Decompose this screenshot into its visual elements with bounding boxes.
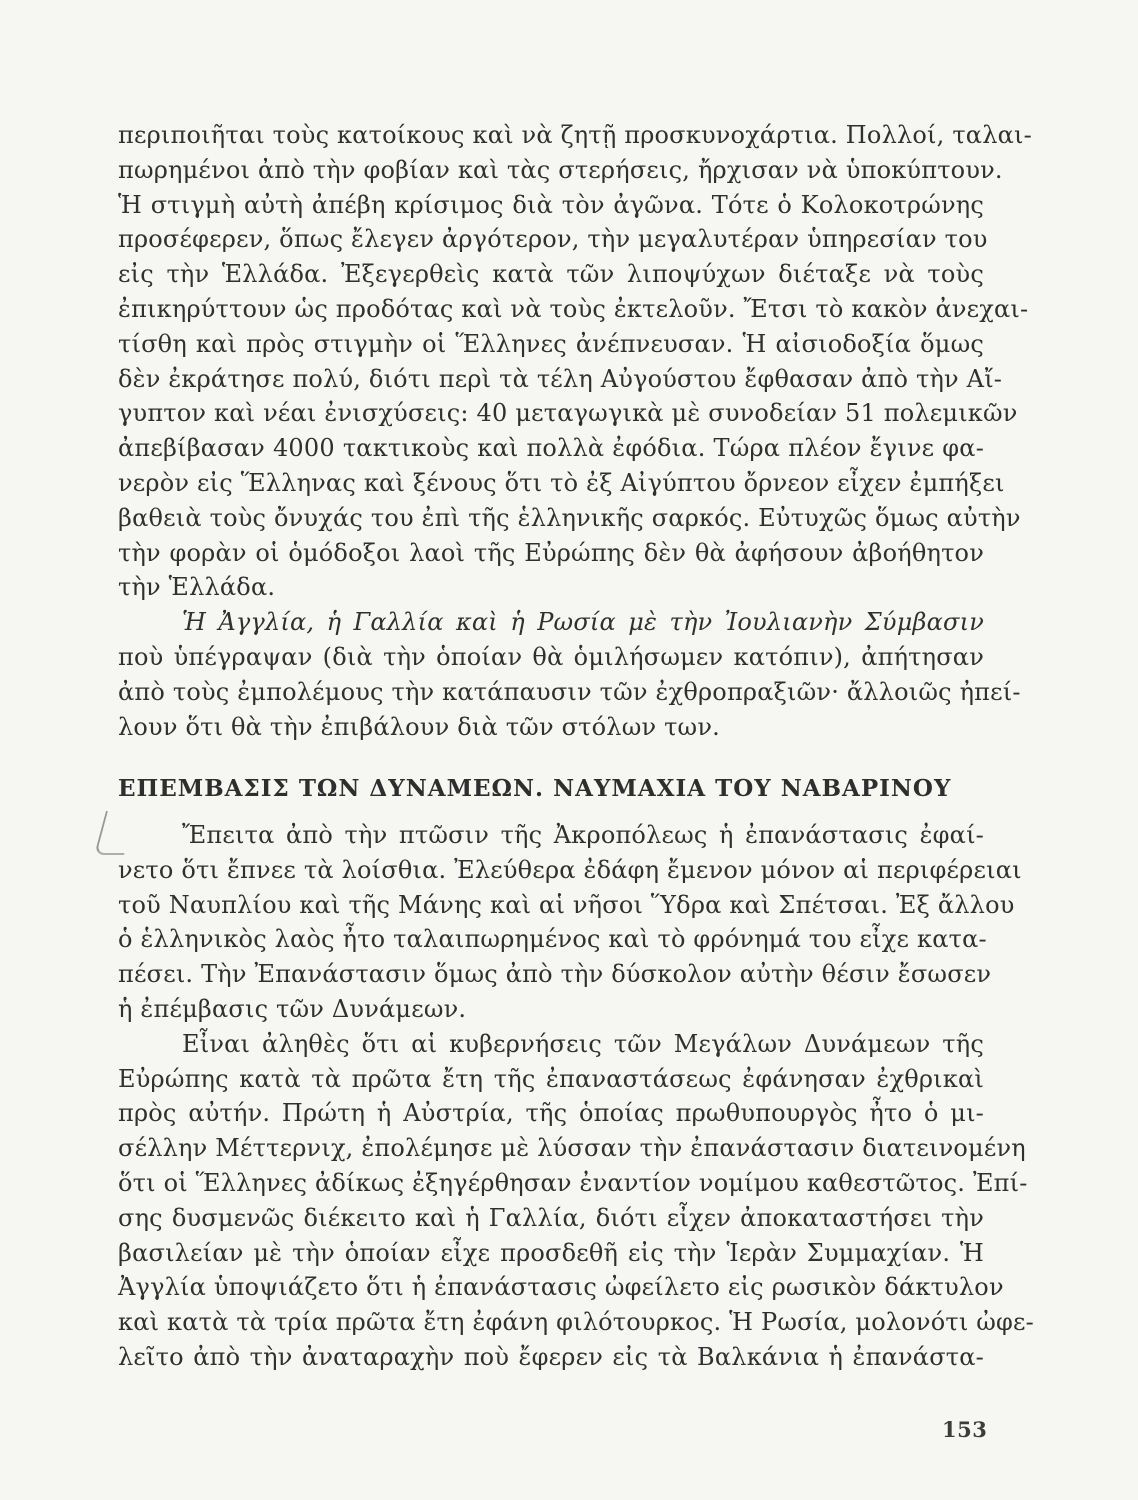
text-line: τὴν φορὰν οἱ ὁμόδοξοι λαοὶ τῆς Εὐρώπης δὲν θὰ ἀφήσουν ἀβοήθητον [118, 538, 984, 567]
text-line: δὲν ἐκράτησε πολύ, διότι περὶ τὰ τέλη Αὐγούστου ἔφθασαν ἀπὸ τὴν Αἴ- [118, 364, 1003, 393]
text-line: καὶ κατὰ τὰ τρία πρῶτα ἔτη ἐφάνη φιλότουρκος. Ἡ Ρωσία, μολονότι ὠφε- [118, 1308, 1034, 1337]
text-line: τὴν Ἑλλάδα. [118, 573, 276, 602]
text-line: ποὺ ὑπέγραψαν (διὰ τὴν ὁποίαν θὰ ὁμιλήσωμεν κατόπιν), ἀπήτησαν [118, 642, 984, 671]
text-line: πέσει. Τὴν Ἐπανάστασιν ὅμως ἀπὸ τὴν δύσκολον αὐτὴν θέσιν ἔσωσεν [118, 960, 992, 989]
text-line: λουν ὅτι θὰ τὴν ἐπιβάλουν διὰ τῶν στόλων των. [118, 712, 720, 741]
text-line: εἰς τὴν Ἑλλάδα. Ἐξεγερθεὶς κατὰ τῶν λιποψύχων διέταξε νὰ τοὺς [118, 260, 984, 289]
text-line: Εἶναι ἀληθὲς ὅτι αἱ κυβερνήσεις τῶν Μεγάλων Δυνάμεων τῆς [182, 1029, 984, 1058]
section-heading: ΕΠΕΜΒΑΣΙΣ ΤΩΝ ΔΥΝΑΜΕΩΝ. ΝΑΥΜΑΧΙΑ ΤΟΥ ΝΑΒΑΡΙΝΟΥ [118, 775, 952, 802]
text-line: Ἀγγλία ὑποψιάζετο ὅτι ἡ ἐπανάστασις ὠφείλετο εἰς ρωσικὸν δάκτυλον [118, 1273, 1004, 1302]
text-line: πωρημένοι ἀπὸ τὴν φοβίαν καὶ τὰς στερήσεις, ἤρχισαν νὰ ὑποκύπτουν. [118, 155, 1003, 184]
text-line: ἡ ἐπέμβασις τῶν Δυνάμεων. [118, 994, 467, 1023]
text-line: περιποιῆται τοὺς κατοίκους καὶ νὰ ζητῇ προσκυνοχάρτια. Πολλοί, ταλαι- [118, 121, 1032, 149]
text-line: προσέφερεν, ὅπως ἔλεγεν ἀργότερον, τὴν μεγαλυτέραν ὑπηρεσίαν του [118, 225, 988, 254]
text-line: βαθειὰ τοὺς ὄνυχάς του ἐπὶ τῆς ἑλληνικῆς σαρκός. Εὐτυχῶς ὅμως αὐτὴν [118, 503, 1021, 532]
text-line: ὁ ἑλληνικὸς λαὸς ἦτο ταλαιπωρημένος καὶ τὸ φρόνημά του εἶχε κατα- [118, 925, 987, 954]
text-line: ἐπικηρύττουν ὡς προδότας καὶ νὰ τοὺς ἐκτελοῦν. Ἔτσι τὸ κακὸν ἀνεχαι- [118, 294, 1029, 323]
text-line: Ἔπειτα ἀπὸ τὴν πτῶσιν τῆς Ἀκροπόλεως ἡ ἐπανάστασις ἐφαί- [182, 821, 984, 849]
text-line: λεῖτο ἀπὸ τὴν ἀναταραχὴν ποὺ ἔφερεν εἰς τὰ Βαλκάνια ἡ ἐπανάστα- [118, 1342, 984, 1371]
text-line: τίσθη καὶ πρὸς στιγμὴν οἱ Ἕλληνες ἀνέπνευσαν. Ἡ αἰσιοδοξία ὅμως [118, 329, 984, 358]
text-line: νετο ὅτι ἔπνεε τὰ λοίσθια. Ἐλεύθερα ἐδάφη ἔμενον μόνον αἱ περιφέρειαι [118, 855, 1022, 884]
text-block-top [118, 118, 1032, 744]
text-line: βασιλείαν μὲ τὴν ὁποίαν εἶχε προσδεθῆ εἰς τὴν Ἱερὰν Συμμαχίαν. Ἡ [118, 1238, 984, 1267]
text-line: πρὸς αὐτήν. Πρώτη ἡ Αὐστρία, τῆς ὁποίας πρωθυπουργὸς ἦτο ὁ μι- [118, 1099, 984, 1128]
text-line: Ἡ στιγμὴ αὐτὴ ἀπέβη κρίσιμος διὰ τὸν ἀγῶνα. Τότε ὁ Κολοκοτρώνης [118, 190, 984, 219]
page-number: 153 [942, 1417, 988, 1442]
text-line: Ἡ Ἀγγλία, ἡ Γαλλία καὶ ἡ Ρωσία μὲ τὴν Ἰουλιανὴν Σύμβασιν [182, 608, 984, 637]
text-line: νερὸν εἰς Ἕλληνας καὶ ξένους ὅτι τὸ ἐξ Αἰγύπτου ὄρνεον εἶχεν ἐμπήξει [118, 468, 1005, 497]
text-line: ὅτι οἱ Ἕλληνες ἀδίκως ἐξηγέρθησαν ἐναντίον νομίμου καθεστῶτος. Ἐπί- [118, 1168, 1028, 1197]
text-line: σης δυσμενῶς διέκειτο καὶ ἡ Γαλλία, διότι εἶχεν ἀποκαταστήσει τὴν [118, 1203, 984, 1232]
text-block-bottom [118, 818, 1034, 1375]
show-through-text-top [620, 94, 627, 119]
text-line: ἀπὸ τοὺς ἐμπολέμους τὴν κατάπαυσιν τῶν ἐχθροπραξιῶν· ἄλλοιῶς ἠπεί- [118, 677, 1021, 706]
text-line: τοῦ Ναυπλίου καὶ τῆς Μάνης καὶ αἱ νῆσοι Ὕδρα καὶ Σπέτσαι. Ἐξ ἄλλου [118, 890, 1015, 919]
text-line: Εὐρώπης κατὰ τὰ πρῶτα ἔτη τῆς ἐπαναστάσεως ἐφάνησαν ἐχθρικαὶ [118, 1064, 984, 1093]
text-line: σέλλην Μέττερνιχ, ἐπολέμησε μὲ λύσσαν τὴν ἐπανάστασιν διατεινομένη [118, 1134, 1026, 1163]
text-line: ἀπεβίβασαν 4000 τακτικοὺς καὶ πολλὰ ἐφόδια. Τώρα πλέον ἔγινε φα- [118, 434, 984, 463]
text-line: γυπτον καὶ νέαι ἐνισχύσεις: 40 μεταγωγικὰ μὲ συνοδείαν 51 πολεμικῶν [118, 399, 1018, 428]
